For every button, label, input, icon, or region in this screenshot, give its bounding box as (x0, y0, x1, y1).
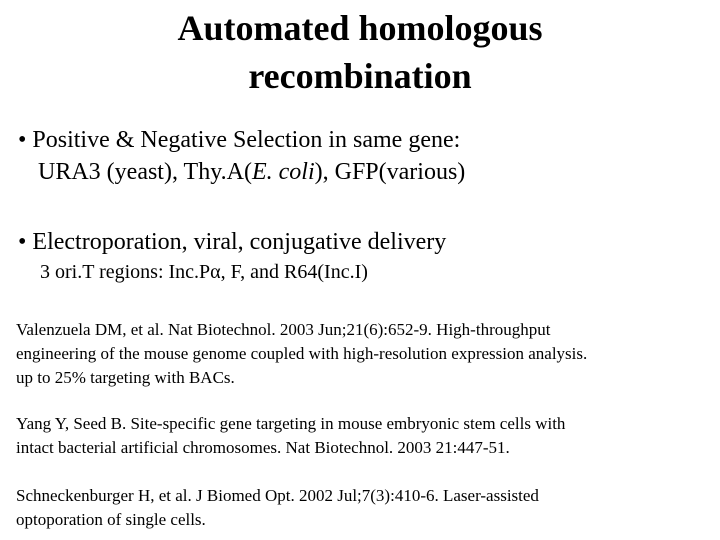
slide-title-line-2: recombination (248, 56, 472, 96)
reference-schneckenburger (16, 484, 706, 532)
bullet-delivery-detail: 3 ori.T regions: Inc.Pα, F, and R64(Inc.I) (40, 261, 368, 283)
bullet-delivery (18, 226, 708, 286)
slide-title-line-1: Automated homologous (177, 8, 543, 48)
reference-line: up to 25% targeting with BACs. (16, 368, 235, 387)
reference-line: Valenzuela DM, et al. Nat Biotechnol. 2003 Jun;21(6):652-9. High-throughput (16, 320, 551, 339)
slide-title (0, 4, 720, 100)
reference-line: Yang Y, Seed B. Site-specific gene targeting in mouse embryonic stem cells with (16, 414, 566, 433)
bullet-delivery-main: • Electroporation, viral, conjugative delivery (18, 229, 447, 255)
reference-valenzuela (16, 318, 706, 390)
bullet-selection-detail-italic: E. coli (251, 159, 315, 185)
bullet-selection-detail (18, 156, 708, 188)
bullet-selection-main: • Positive & Negative Selection in same gene: (18, 127, 461, 153)
reference-yang (16, 412, 706, 460)
reference-line: intact bacterial artificial chromosomes. Nat Biotechnol. 2003 21:447-51. (16, 438, 510, 457)
bullet-selection (18, 124, 708, 188)
reference-line: Schneckenburger H, et al. J Biomed Opt. 2002 Jul;7(3):410-6. Laser-assisted (16, 486, 539, 505)
bullet-selection-detail-text-end: ), GFP(various) (314, 159, 466, 185)
bullet-selection-detail-text: URA3 (yeast), Thy.A( (38, 159, 252, 185)
reference-line: engineering of the mouse genome coupled with high-resolution expression analysis. (16, 344, 588, 363)
reference-line: optoporation of single cells. (16, 510, 206, 529)
